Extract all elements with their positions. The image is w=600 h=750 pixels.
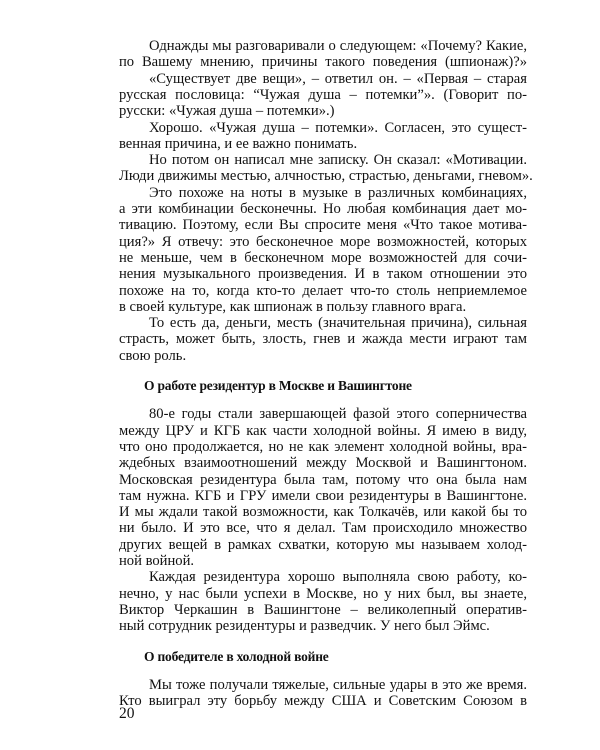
text-line: других вещей в рамках схватки, которую мы называем холод-: [119, 536, 527, 553]
text-line: ный сотрудник резидентуры и разведчик. У него был Эймс.: [119, 618, 490, 635]
page-number: 20: [119, 705, 135, 722]
text-line: что оно продолжается, но не как элемент холодной войны, вра-: [119, 438, 527, 455]
text-line: 80-е годы стали завершающей фазой этого соперничества: [149, 406, 527, 423]
section-heading: О победителе в холодной войне: [144, 648, 329, 664]
text-line: русски: «Чужая душа – потемки».): [119, 103, 335, 120]
text-line: нечно, у нас были успехи в Москве, но у них был, вы знаете,: [119, 585, 527, 602]
text-line: между ЦРУ и КГБ как части холодной войны. Я имею в виду,: [119, 422, 527, 439]
text-line: ция?» Я отвечу: это бесконечное море возможностей, которых: [119, 233, 527, 250]
text-line: «Существует две вещи», – ответил он. – «Первая – старая: [149, 70, 527, 87]
text-line: похоже на то, когда кто-то делает что-то столь неприемлемое: [119, 282, 527, 299]
text-line: русская пословица: “Чужая душа – потемки”». (Говорит по-: [119, 86, 527, 103]
text-line: ждебных взаимоотношений между Москвой и Вашингтоном.: [119, 455, 527, 472]
text-line: Виктор Черкашин в Вашингтоне – великолепный оператив-: [119, 601, 527, 618]
text-line: Люди движимы местью, алчностью, страстью, деньгами, гневом».: [119, 168, 533, 185]
text-line: ной войной.: [119, 553, 195, 569]
text-line: венная причина, и ее важно понимать.: [119, 135, 358, 152]
text-line: свою роль.: [119, 347, 187, 364]
section-heading: О работе резидентур в Москве и Вашингтоне: [144, 378, 412, 393]
text-line: страсть, может быть, злость, гнев и жажда мести играют там: [119, 331, 527, 348]
text-line: в своей культуре, как шпионаж в пользу главного врага.: [119, 298, 467, 315]
text-line: Кто выиграл эту борьбу между США и Советским Союзом в: [119, 693, 527, 710]
text-line: Однажды мы разговаривали о следующем: «Почему? Какие,: [149, 38, 527, 54]
text-line: То есть да, деньги, месть (значительная причина), сильная: [149, 315, 527, 332]
text-line: ни было. И это все, что я делал. Там происходило множество: [119, 520, 527, 537]
text-line: а эти комбинации бесконечны. Но любая комбинация дает мо-: [119, 201, 527, 217]
text-line: Московская резидентура была там, потому что она была нам: [119, 471, 527, 488]
text-line: там нужна. КГБ и ГРУ имели свои резидентуры в Вашингтоне.: [119, 487, 527, 504]
text-line: тивацию. Поэтому, если Вы спросите меня «Что такое мотива-: [119, 217, 527, 234]
text-line: по Вашему мнению, причины такого поведения (шпионаж)?»: [119, 54, 527, 71]
text-line: не меньше, чем в бесконечном море возможностей для сочи-: [119, 249, 527, 266]
text-line: Каждая резидентура хорошо выполняла свою работу, ко-: [149, 569, 527, 586]
text-line: Хорошо. «Чужая душа – потемки». Согласен, это сущест-: [149, 119, 527, 136]
text-line: Мы тоже получали тяжелые, сильные удары в это же время.: [149, 676, 527, 693]
text-line: Но потом он написал мне записку. Он сказал: «Мотивации.: [149, 152, 527, 169]
text-line: Это похоже на ноты в музыке в различных комбинациях,: [149, 184, 527, 201]
text-line: нения музыкального произведения. И в таком отношении это: [119, 266, 527, 283]
text-line: И мы ждали такой возможности, как Толкачёв, или какой бы то: [119, 504, 527, 521]
